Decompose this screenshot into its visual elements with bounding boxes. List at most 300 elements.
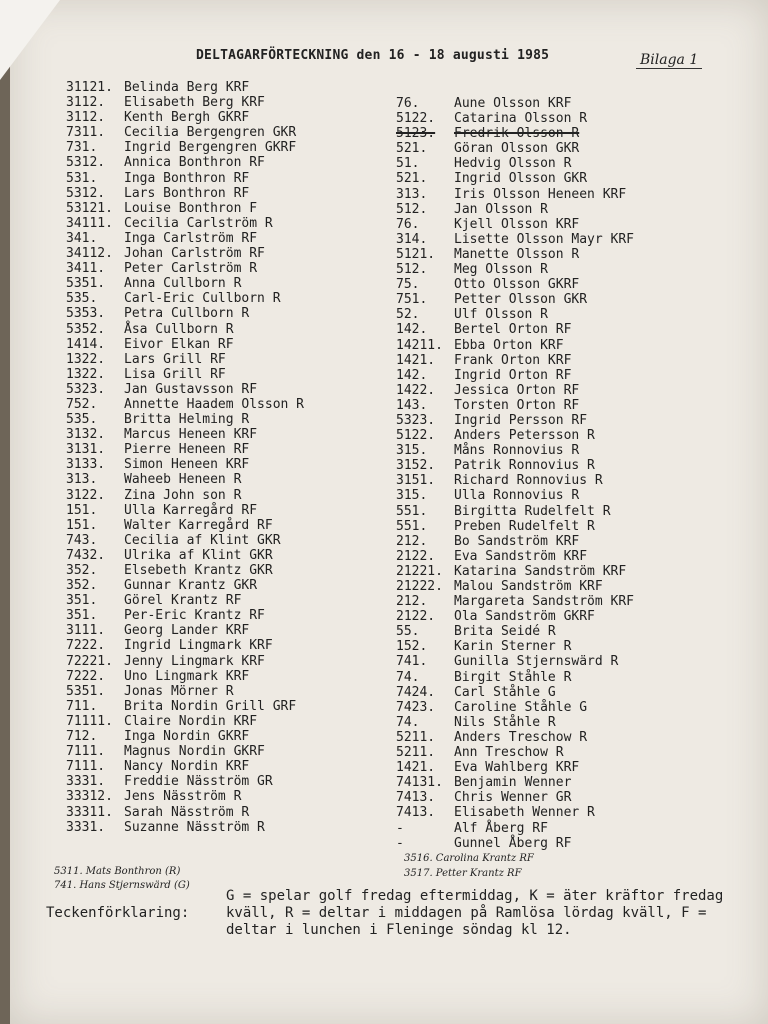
participant-name: Cecilia Bergengren GKR	[124, 125, 297, 141]
document-title: DELTAGARFÖRTECKNING den 16 - 18 augusti 1985	[196, 48, 550, 63]
participant-code: 52.	[396, 307, 420, 323]
participant-name: Carl Ståhle G	[454, 684, 556, 700]
participant-entry	[396, 141, 634, 156]
participant-code: 34112.	[66, 246, 113, 262]
participant-code: 151.	[66, 502, 98, 518]
participant-name: Georg Lander KRF	[124, 623, 250, 639]
participant-name: Jan Gustavsson RF	[124, 381, 258, 397]
participant-entry	[396, 368, 634, 383]
participant-code: 7432.	[66, 547, 106, 563]
participant-entry	[66, 125, 304, 140]
participant-name: Anders Treschow R	[454, 729, 588, 745]
participant-name: Nancy Nordin KRF	[124, 759, 250, 775]
participant-entry	[66, 427, 304, 442]
participant-entry	[396, 700, 634, 715]
handwritten-addition: 3516. Carolina Krantz RF	[404, 853, 534, 864]
participant-name: Annette Haadem Olsson R	[124, 396, 305, 412]
participant-entry	[66, 397, 304, 412]
participant-entry	[396, 624, 634, 639]
participant-name: Britta Helming R	[124, 412, 250, 428]
participant-code: 531.	[66, 170, 98, 186]
participant-code: 5312.	[66, 185, 106, 201]
participant-code: 21222.	[396, 579, 443, 594]
participant-code: 74.	[396, 714, 420, 730]
participant-entry	[396, 579, 634, 594]
participant-code: 315.	[396, 443, 428, 459]
handwritten-addition: 741. Hans Stjernswärd (G)	[54, 880, 190, 891]
participant-name: Bertel Orton RF	[454, 322, 572, 338]
handwritten-addition: 5311. Mats Bonthron (R)	[54, 866, 181, 877]
participant-name: Peter Carlström R	[124, 261, 258, 277]
participant-name: Chris Wenner GR	[454, 790, 572, 806]
participant-entry	[66, 246, 304, 261]
participant-entry	[396, 760, 634, 775]
legend-label: Teckenförklaring:	[46, 905, 190, 921]
participant-code: 5312.	[66, 155, 106, 171]
participant-code: 3152.	[396, 458, 436, 474]
participant-code: 5121.	[396, 246, 436, 262]
participant-entry	[396, 292, 634, 307]
participant-entry	[66, 503, 304, 518]
participant-code: 1421.	[396, 352, 436, 368]
participant-name: Kjell Olsson KRF	[454, 216, 580, 232]
participant-code: 76.	[396, 216, 420, 232]
participant-code: 1421.	[396, 760, 436, 776]
participant-entry	[66, 352, 304, 367]
participant-code: 3331.	[66, 819, 106, 835]
participant-name: Aune Olsson KRF	[454, 96, 572, 111]
participant-code: 151.	[66, 517, 98, 533]
participant-code: 71111.	[66, 713, 113, 729]
participant-name: Zina John son R	[124, 487, 242, 503]
participant-entry	[396, 413, 634, 428]
participant-code: 2122.	[396, 609, 436, 625]
participant-name: Elisabeth Berg KRF	[124, 95, 265, 111]
participant-entry	[396, 338, 634, 353]
participant-code: 711.	[66, 698, 98, 714]
participant-entry	[396, 549, 634, 564]
participant-name: Alf Åberg RF	[454, 820, 548, 836]
participant-code: 7111.	[66, 744, 106, 760]
participant-name: Fredrik Olsson R	[454, 126, 580, 142]
participant-code: 5351.	[66, 683, 106, 699]
participant-entry	[396, 217, 634, 232]
participant-name: Brita Nordin Grill GRF	[124, 698, 297, 714]
participant-name: Måns Ronnovius R	[454, 443, 580, 459]
participant-name: Per-Eric Krantz RF	[124, 608, 265, 624]
participant-entry	[396, 564, 634, 579]
participant-name: Frank Orton KRF	[454, 352, 572, 368]
participant-name: Carl-Eric Cullborn R	[124, 291, 281, 307]
participant-name: Malou Sandström KRF	[454, 579, 603, 594]
participant-entry	[66, 140, 304, 155]
participant-name: Lars Grill RF	[124, 351, 226, 367]
participant-name: Suzanne Näsström R	[124, 819, 265, 835]
participant-entry	[396, 383, 634, 398]
participant-name: Sarah Näsström R	[124, 804, 250, 820]
participant-name: Gunilla Stjernswärd R	[454, 654, 619, 670]
participant-name: Bo Sandström KRF	[454, 533, 580, 549]
participant-entry	[66, 533, 304, 548]
participant-name: Karin Sterner R	[454, 639, 572, 655]
participant-code: 313.	[396, 186, 428, 202]
participant-name: Hedvig Olsson R	[454, 156, 572, 172]
participant-name: Caroline Ståhle G	[454, 699, 588, 715]
participant-name: Walter Karregård RF	[124, 517, 273, 533]
participant-name: Ingrid Olsson GKR	[454, 171, 588, 187]
participant-name: Jonas Mörner R	[124, 683, 234, 699]
participant-entry	[396, 398, 634, 413]
participant-name: Preben Rudelfelt R	[454, 518, 595, 534]
participant-entry	[396, 745, 634, 760]
participant-code: 551.	[396, 518, 428, 534]
participant-code: 7222.	[66, 638, 106, 654]
participant-entry	[396, 836, 634, 851]
participant-name: Louise Bonthron F	[124, 200, 258, 216]
participant-entry	[66, 306, 304, 321]
participant-entry	[66, 638, 304, 653]
participant-code: 212.	[396, 533, 428, 549]
participant-code: 512.	[396, 201, 428, 217]
participant-code: 7423.	[396, 699, 436, 715]
participant-code: 55.	[396, 624, 420, 640]
participant-code: 51.	[396, 156, 420, 172]
participant-code: 7413.	[396, 805, 436, 821]
participant-code: 142.	[396, 367, 428, 383]
participant-entry	[396, 156, 634, 171]
participant-name: Nils Ståhle R	[454, 714, 556, 730]
participant-code: 313.	[66, 472, 98, 488]
participant-name: Inga Carlström RF	[124, 230, 258, 246]
participant-entry	[66, 291, 304, 306]
participant-entry	[396, 443, 634, 458]
participant-entry	[66, 367, 304, 382]
participant-code: 74131.	[396, 775, 443, 791]
participant-entry	[66, 759, 304, 774]
folded-corner	[0, 0, 60, 80]
participant-entry	[396, 715, 634, 730]
participant-code: 5122.	[396, 111, 436, 127]
participant-entry	[66, 488, 304, 503]
participant-code: 7413.	[396, 790, 436, 806]
participant-entry	[66, 820, 304, 835]
participant-entry	[66, 186, 304, 201]
participant-name: Waheeb Heneen R	[124, 472, 242, 488]
participant-entry	[66, 80, 304, 95]
participant-name: Göran Olsson GKR	[454, 141, 580, 157]
participant-name: Gunnel Åberg RF	[454, 835, 572, 851]
participant-name: Margareta Sandström KRF	[454, 594, 635, 610]
participant-entry	[396, 639, 634, 654]
participant-entry	[396, 805, 634, 820]
participant-name: Ingrid Lingmark KRF	[124, 638, 273, 654]
participant-entry	[66, 171, 304, 186]
participant-entry	[66, 322, 304, 337]
participant-entry	[396, 594, 634, 609]
participant-entry	[396, 232, 634, 247]
participant-code: 743.	[66, 532, 98, 548]
participant-code: 512.	[396, 262, 428, 278]
participant-name: Catarina Olsson R	[454, 111, 588, 127]
participant-code: 7311.	[66, 125, 106, 141]
participant-code: 3131.	[66, 442, 106, 458]
participant-name: Ulla Karregård RF	[124, 502, 258, 518]
participant-name: Eva Wahlberg KRF	[454, 760, 580, 776]
participant-name: Pierre Heneen RF	[124, 442, 250, 458]
participant-name: Ulrika af Klint GKR	[124, 547, 273, 563]
participant-code: 5122.	[396, 428, 436, 444]
participant-name: Ulla Ronnovius R	[454, 488, 580, 504]
participant-entry	[66, 216, 304, 231]
participant-name: Kenth Bergh GKRF	[124, 110, 250, 126]
participant-list-left	[66, 80, 304, 835]
participant-entry	[66, 684, 304, 699]
participant-name: Petra Cullborn R	[124, 306, 250, 322]
participant-name: Jenny Lingmark KRF	[124, 653, 265, 669]
participant-code: 351.	[66, 593, 98, 609]
participant-code: 3112.	[66, 95, 106, 111]
participant-entry	[66, 518, 304, 533]
participant-entry	[396, 96, 634, 111]
participant-code: 74.	[396, 669, 420, 685]
handwritten-annex-label: Bilaga 1	[636, 52, 702, 69]
participant-code: 3151.	[396, 473, 436, 489]
participant-name: Åsa Cullborn R	[124, 321, 234, 337]
participant-entry	[66, 744, 304, 759]
participant-name: Iris Olsson Heneen KRF	[454, 186, 627, 202]
participant-code: 5123.	[396, 126, 436, 142]
participant-name: Ingrid Orton RF	[454, 367, 572, 383]
participant-name: Ulf Olsson R	[454, 307, 548, 323]
participant-name: Belinda Berg KRF	[124, 80, 250, 95]
participant-entry	[396, 821, 634, 836]
participant-code: 1322.	[66, 351, 106, 367]
participant-entry	[396, 126, 634, 141]
participant-code: 2122.	[396, 548, 436, 564]
participant-name: Cecilia af Klint GKR	[124, 532, 281, 548]
participant-code: 21221.	[396, 563, 443, 579]
participant-entry	[66, 155, 304, 170]
participant-name: Jessica Orton RF	[454, 382, 580, 398]
participant-code: 75.	[396, 277, 420, 293]
participant-name: Ingrid Bergengren GKRF	[124, 140, 297, 156]
participant-entry	[66, 729, 304, 744]
participant-entry	[396, 111, 634, 126]
participant-code: 33311.	[66, 804, 113, 820]
participant-code: 5351.	[66, 276, 106, 292]
participant-entry	[66, 110, 304, 125]
participant-code: 712.	[66, 729, 98, 745]
participant-entry	[66, 201, 304, 216]
participant-name: Benjamin Wenner	[454, 775, 572, 791]
participant-code: 212.	[396, 594, 428, 610]
participant-name: Claire Nordin KRF	[124, 713, 258, 729]
participant-entry	[66, 789, 304, 804]
participant-entry	[396, 609, 634, 624]
participant-code: 1422.	[396, 382, 436, 398]
participant-name: Lisette Olsson Mayr KRF	[454, 231, 635, 247]
legend-text: G = spelar golf fredag eftermiddag, K = äter kräftor fredag kväll, R = deltar i middagen på Ramlösa lördag kväll, F = deltar i lunchen i Fleninge söndag kl 12.	[226, 888, 724, 938]
participant-entry	[396, 262, 634, 277]
participant-name: Ola Sandström GKRF	[454, 609, 595, 625]
participant-entry	[66, 548, 304, 563]
participant-code: 7424.	[396, 684, 436, 700]
participant-code: 5211.	[396, 729, 436, 745]
participant-code: 3132.	[66, 427, 106, 443]
participant-code: 752.	[66, 396, 98, 412]
participant-code: 14211.	[396, 337, 443, 353]
participant-code: 53121.	[66, 200, 113, 216]
participant-name: Johan Carlström RF	[124, 246, 265, 262]
participant-code: 315.	[396, 488, 428, 504]
participant-code: 535.	[66, 291, 98, 307]
participant-code: 72221.	[66, 653, 113, 669]
participant-name: Uno Lingmark KRF	[124, 668, 250, 684]
participant-name: Jan Olsson R	[454, 201, 548, 217]
participant-entry	[66, 805, 304, 820]
participant-code: 3331.	[66, 774, 106, 790]
participant-name: Gunnar Krantz GKR	[124, 578, 258, 594]
participant-name: Manette Olsson R	[454, 246, 580, 262]
participant-name: Meg Olsson R	[454, 262, 548, 278]
participant-name: Patrik Ronnovius R	[454, 458, 595, 474]
participant-code: 535.	[66, 412, 98, 428]
participant-entry	[396, 670, 634, 685]
participant-name: Ann Treschow R	[454, 745, 564, 761]
participant-entry	[66, 654, 304, 669]
participant-code: 1322.	[66, 366, 106, 382]
participant-entry	[66, 669, 304, 684]
participant-code: 5211.	[396, 745, 436, 761]
participant-code: 31121.	[66, 80, 113, 95]
participant-code: 5323.	[66, 381, 106, 397]
participant-code: 3411.	[66, 261, 106, 277]
participant-name: Eva Sandström KRF	[454, 548, 588, 564]
participant-code: 33312.	[66, 789, 113, 805]
participant-name: Jens Näsström R	[124, 789, 242, 805]
participant-entry	[396, 202, 634, 217]
participant-code: 352.	[66, 563, 98, 578]
participant-code: 3133.	[66, 457, 106, 473]
participant-entry	[396, 685, 634, 700]
participant-name: Freddie Näsström GR	[124, 774, 273, 790]
participant-name: Eivor Elkan RF	[124, 336, 234, 352]
participant-code: 731.	[66, 140, 98, 156]
participant-name: Annica Bonthron RF	[124, 155, 265, 171]
participant-code: 34111.	[66, 215, 113, 231]
participant-name: Petter Olsson GKR	[454, 292, 588, 308]
participant-code: 5353.	[66, 306, 106, 322]
participant-code: 143.	[396, 397, 428, 413]
participant-entry	[396, 353, 634, 368]
participant-entry	[66, 623, 304, 638]
participant-entry	[396, 458, 634, 473]
participant-entry	[66, 261, 304, 276]
participant-entry	[396, 307, 634, 322]
participant-name: Cecilia Carlström R	[124, 215, 273, 231]
participant-entry	[66, 608, 304, 623]
participant-name: Inga Nordin GKRF	[124, 729, 250, 745]
participant-entry	[66, 593, 304, 608]
participant-entry	[396, 171, 634, 186]
participant-code: 7111.	[66, 759, 106, 775]
participant-code: -	[396, 835, 404, 851]
participant-entry	[66, 578, 304, 593]
participant-entry	[396, 519, 634, 534]
participant-entry	[396, 790, 634, 805]
participant-entry	[66, 95, 304, 110]
participant-code: 352.	[66, 578, 98, 594]
participant-name: Marcus Heneen KRF	[124, 427, 258, 443]
participant-entry	[66, 457, 304, 472]
participant-entry	[396, 775, 634, 790]
participant-code: 314.	[396, 231, 428, 247]
participant-name: Anders Petersson R	[454, 428, 595, 444]
participant-code: 741.	[396, 654, 428, 670]
participant-name: Magnus Nordin GKRF	[124, 744, 265, 760]
participant-entry	[396, 504, 634, 519]
participant-name: Anna Cullborn R	[124, 276, 242, 292]
participant-entry	[66, 563, 304, 578]
participant-name: Simon Heneen KRF	[124, 457, 250, 473]
participant-name: Otto Olsson GKRF	[454, 277, 580, 293]
participant-entry	[66, 412, 304, 427]
participant-code: 341.	[66, 230, 98, 246]
participant-code: 521.	[396, 141, 428, 157]
participant-entry	[396, 428, 634, 443]
participant-entry	[396, 277, 634, 292]
participant-name: Lars Bonthron RF	[124, 185, 250, 201]
participant-entry	[66, 714, 304, 729]
participant-code: 142.	[396, 322, 428, 338]
participant-name: Torsten Orton RF	[454, 397, 580, 413]
participant-entry	[396, 730, 634, 745]
participant-entry	[396, 534, 634, 549]
participant-code: 3112.	[66, 110, 106, 126]
participant-name: Katarina Sandström KRF	[454, 563, 627, 579]
handwritten-addition: 3517. Petter Krantz RF	[404, 868, 522, 879]
participant-code: 5352.	[66, 321, 106, 337]
participant-name: Lisa Grill RF	[124, 366, 226, 382]
participant-name: Elisabeth Wenner R	[454, 805, 595, 821]
participant-entry	[66, 382, 304, 397]
participant-code: 521.	[396, 171, 428, 187]
participant-name: Ebba Orton KRF	[454, 337, 564, 353]
participant-entry	[66, 442, 304, 457]
participant-name: Birgit Ståhle R	[454, 669, 572, 685]
participant-entry	[66, 774, 304, 789]
participant-code: 76.	[396, 96, 420, 111]
participant-name: Inga Bonthron RF	[124, 170, 250, 186]
participant-code: -	[396, 820, 404, 836]
participant-name: Birgitta Rudelfelt R	[454, 503, 611, 519]
participant-entry	[66, 337, 304, 352]
participant-code: 351.	[66, 608, 98, 624]
participant-code: 751.	[396, 292, 428, 308]
participant-entry	[396, 473, 634, 488]
participant-code: 551.	[396, 503, 428, 519]
participant-entry	[66, 276, 304, 291]
participant-name: Görel Krantz RF	[124, 593, 242, 609]
participant-name: Brita Seidé R	[454, 624, 556, 640]
participant-entry	[66, 231, 304, 246]
participant-code: 152.	[396, 639, 428, 655]
participant-entry	[66, 699, 304, 714]
participant-name: Ingrid Persson RF	[454, 412, 588, 428]
participant-code: 5323.	[396, 412, 436, 428]
participant-entry	[396, 322, 634, 337]
participant-entry	[396, 187, 634, 202]
